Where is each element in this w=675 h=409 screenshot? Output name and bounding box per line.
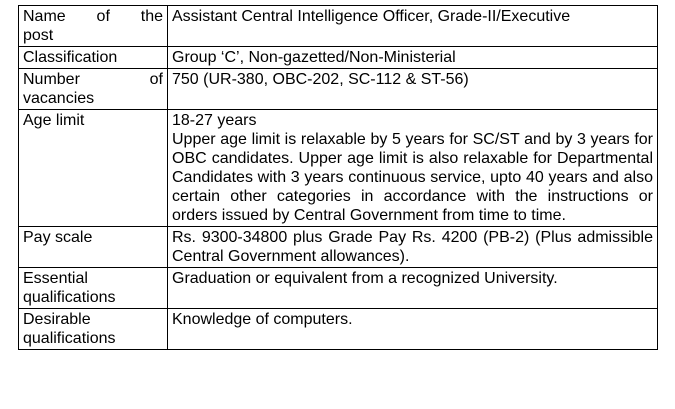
- row-value-name-of-post: [168, 6, 658, 47]
- row-value-number-of-vacancies: [168, 69, 658, 110]
- value-text: Upper age limit is relaxable by 5 years for SC/ST and by 3 years for OBC candidates. Upper age limit is also relaxable for Departmental Candidates with 3 years continuous service, upto 40 years and also certain other categories in accordance with the instructions or orders issued by Central Government from time to time.: [172, 131, 653, 224]
- label-line: qualifications: [23, 289, 116, 306]
- table-row: [19, 309, 658, 350]
- row-label-number-of-vacancies: [19, 69, 168, 110]
- table-row: [19, 268, 658, 309]
- row-label-name-of-post: [19, 6, 168, 47]
- value-text: Assistant Central Intelligence Officer, Grade-II/Executive: [172, 8, 571, 25]
- value-text: Knowledge of computers.: [172, 311, 353, 328]
- label-line: qualifications: [23, 330, 116, 347]
- value-text: 18-27 years: [172, 112, 257, 129]
- row-label-pay-scale: [19, 227, 168, 268]
- label-line: Age limit: [23, 112, 85, 129]
- row-value-age-limit: [168, 110, 658, 227]
- value-text: Group ‘C’, Non-gazetted/Non-Ministerial: [172, 49, 456, 66]
- row-label-classification: [19, 47, 168, 69]
- row-label-age-limit: [19, 110, 168, 227]
- row-value-pay-scale: [168, 227, 658, 268]
- row-value-essential-qualifications: [168, 268, 658, 309]
- label-line: Desirable: [23, 311, 91, 328]
- table-row: [19, 227, 658, 268]
- table-row: [19, 110, 658, 227]
- row-value-classification: [168, 47, 658, 69]
- label-line: Number of: [23, 71, 163, 88]
- label-line: vacancies: [23, 90, 95, 107]
- value-text: Rs. 9300-34800 plus Grade Pay Rs. 4200 (PB-2) (Plus admissible Central Government allowances).: [172, 229, 653, 265]
- table-row: [19, 47, 658, 69]
- row-label-essential-qualifications: [19, 268, 168, 309]
- label-line: Pay scale: [23, 229, 93, 246]
- label-line: post: [23, 27, 54, 44]
- value-text: Graduation or equivalent from a recognized University.: [172, 270, 558, 287]
- value-text: 750 (UR-380, OBC-202, SC-112 & ST-56): [172, 71, 469, 88]
- label-line: Name of the: [23, 8, 163, 25]
- row-value-desirable-qualifications: [168, 309, 658, 350]
- table-row: [19, 6, 658, 47]
- label-line: Essential: [23, 270, 88, 287]
- table-row: [19, 69, 658, 110]
- label-line: Classification: [23, 49, 118, 66]
- row-label-desirable-qualifications: [19, 309, 168, 350]
- recruitment-details-table: [18, 5, 658, 350]
